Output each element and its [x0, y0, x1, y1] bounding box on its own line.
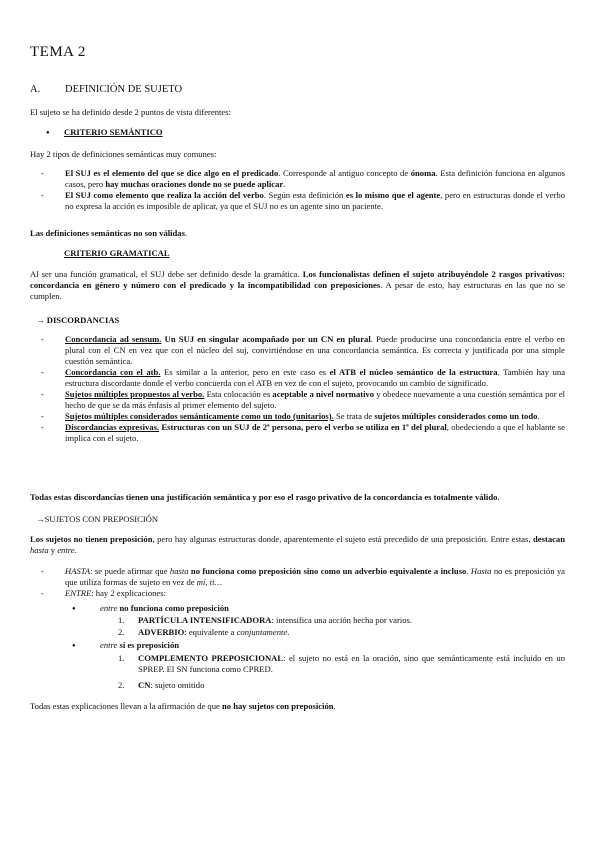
entre-2-item-1: 1. COMPLEMENTO PREPOSICIONAL: el sujeto no está en la oración, sino que semánticamente está incluido en un SPREP. El SN funciona como CPRED. [118, 653, 565, 674]
section-a-title: DEFINICIÓN DE SUJETO [65, 84, 183, 95]
semantic-definitions-list [65, 168, 565, 212]
entre-1-item-1: 1. PARTÍCULA INTENSIFICADORA: intensifica una acción hecha por varios. [118, 615, 413, 625]
list-item: - El SUJ es el elemento del que se dice algo en el predicado. Corresponde al antiguo concepto de ónoma. Esta definición funciona en algunos casos, pero hay muchas oraciones donde no se puede aplicar. [65, 168, 565, 190]
list-item: - HASTA: se puede afirmar que hasta no funciona como preposición sino como un adverbio equivalente a incluso. Hasta no es preposición ya que utiliza formas de sujeto en vez de mí, ti… [65, 566, 565, 588]
hasta-entre-list [65, 566, 565, 599]
section-a-letter: A. [30, 84, 41, 95]
sujetos-preposicion-heading: →SUJETOS CON PREPOSICIÓN [36, 514, 159, 524]
list-item: - Discordancias expresivas. Estructuras con un SUJ de 2ª persona, pero el verbo se utiliza en 1ª del plural, obedeciendo a que el hablante se implica con el sujeto. [65, 422, 565, 444]
criterio-semantico-heading [64, 127, 163, 138]
list-item: - Concordancia ad sensum. Un SUJ en singular acompañado por un CN en plural. Puede producirse una concordancia entre el verbo en plural con el CN en vez que con el núcleo del suj, convirtiéndose en una concordancia semántica. Es correcta y justificada por una simple cuestión semántica. [65, 334, 565, 367]
list-item: - Sujetos múltiples propuestos al verbo. Esta colocación es aceptable a nivel normativo y obedece nuevamente a una cuestión semántica por el hecho de que se da más énfasis al primer elemento del sujeto. [65, 389, 565, 411]
entre-1-item-2: 2. ADVERBIO: equivalente a conjuntamente. [118, 627, 290, 637]
list-item: - Sujetos múltiples considerados semánticamente como un todo (unitarios). Se trata de sujetos múltiples considerados como un todo. [65, 411, 565, 422]
criterio-gramatical-title: CRITERIO GRAMATICAL [64, 248, 170, 258]
discordancias-conclusion: Todas estas discordancias tienen una justificación semántica y por eso el rasgo privativo de la concordancia es totalmente válido. [30, 492, 500, 502]
criterio-gramatical-heading [64, 248, 170, 259]
preposicion-paragraph: Los sujetos no tienen preposición, pero hay algunas estructuras donde, aparentemente el sujeto está precedido de una preposición. Entre estas, destacan hasta y entre. [30, 534, 566, 555]
entre-explanation-1: entre no funciona como preposición [100, 603, 229, 613]
entre-explanation-2: entre si es preposición [100, 640, 180, 650]
semantic-conclusion: Las definiciones semánticas no son válidas. [30, 228, 188, 238]
list-item: - ENTRE: hay 2 explicaciones: [65, 588, 565, 599]
gramatical-paragraph: Al ser una función gramatical, el SUJ debe ser definido desde la gramática. Los funcionalistas definen el sujeto atribuyéndole 2 rasgos privativos: concordancia en género y número con el predicado y la incompatibilidad con preposiciones. A pesar de esto, hay estructuras en las que no se cumplen. [30, 269, 565, 301]
list-item: - El SUJ como elemento que realiza la acción del verbo. Según esta definición es lo mismo que el agente, pero en estructuras donde el verbo no expresa la acción es imposible de aplicar, ya que el SUJ no es un agente sino un paciente. [65, 190, 565, 212]
entre-2-item-2: 2. CN: sujeto omitido [118, 680, 205, 690]
discordancias-list [65, 334, 565, 444]
criterio-semantico-title: CRITERIO SEMÁNTICO [64, 127, 163, 137]
page-title: TEMA 2 [30, 44, 86, 60]
list-item: - Concordancia con el atb. Es similar a la anterior, pero en este caso es el ATB el núcleo semántico de la estructura. También hay una estructura discordante donde el verbo concuerda con el ATB en vez de con el sujeto, provocando un cambio de significado. [65, 367, 565, 389]
section-a-heading [30, 84, 183, 95]
intro-text: El sujeto se ha definido desde 2 puntos de vista diferentes: [30, 107, 231, 117]
final-conclusion: Todas estas explicaciones llevan a la afirmación de que no hay sujetos con preposición. [30, 701, 336, 711]
criterio-semantico-intro: Hay 2 tipos de definiciones semánticas muy comunes: [30, 149, 217, 159]
discordancias-heading: → DISCORDANCIAS [36, 315, 120, 325]
